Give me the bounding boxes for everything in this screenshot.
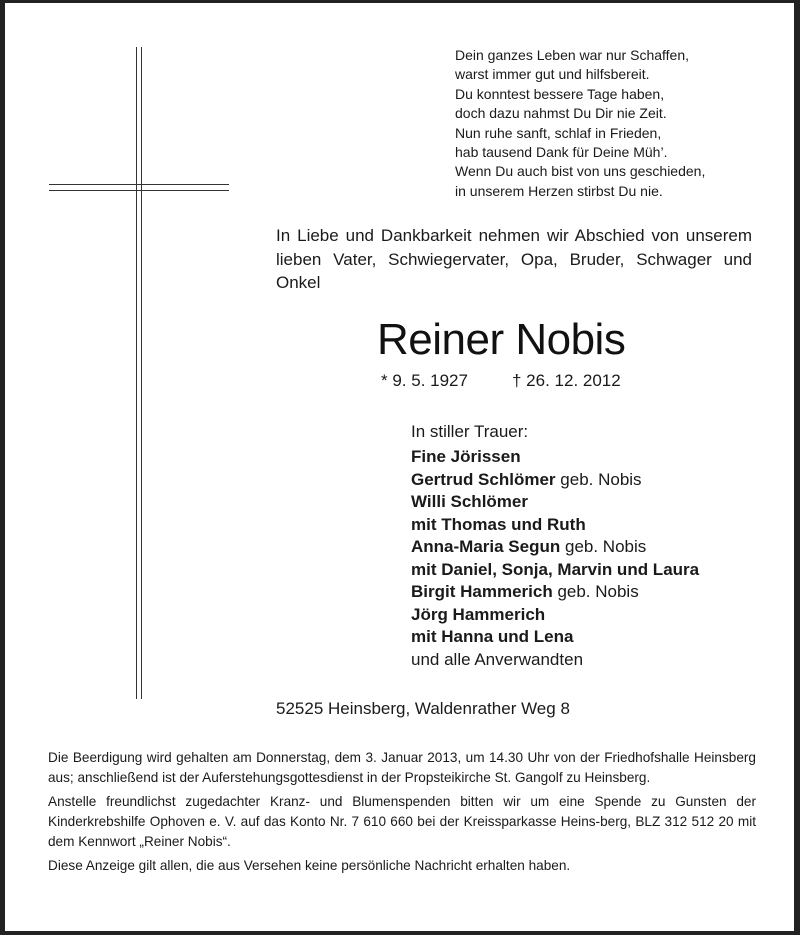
closing-note: Diese Anzeige gilt allen, die aus Versehen keine persönliche Nachricht erhalten haben. bbox=[48, 858, 571, 873]
mourner-note: geb. Nobis bbox=[560, 469, 642, 489]
mourner-note: geb. Nobis bbox=[557, 582, 639, 601]
poem-line: Wenn Du auch bist von uns geschieden, bbox=[455, 163, 706, 180]
mourner-name: Gertrud Schlömer bbox=[411, 469, 556, 489]
funeral-details: Die Beerdigung wird gehalten am Donnerstag, dem 3. Januar 2013, um 14.30 Uhr von der Friedhofshalle Heinsberg aus; anschließend ist der Auferstehungsgottesdienst in der Propsteikirche St. Gangolf zu Heinsberg. bbox=[48, 750, 756, 785]
cross-horizontal-line bbox=[49, 184, 229, 185]
birth-date: * 9. 5. 1927 bbox=[381, 371, 468, 390]
family-address: 52525 Heinsberg, Waldenrather Weg 8 bbox=[276, 699, 570, 718]
mourner-entry bbox=[411, 559, 699, 582]
death-date: † 26. 12. 2012 bbox=[512, 371, 621, 390]
mourner-entry bbox=[411, 626, 699, 649]
mourners-list bbox=[411, 446, 699, 671]
mourner-entry bbox=[411, 469, 699, 492]
relatives-line: und alle Anverwandten bbox=[411, 649, 584, 669]
mourner-note: geb. Nobis bbox=[564, 537, 647, 556]
mourner-name: mit Daniel, Sonja, Marvin und Laura bbox=[411, 559, 700, 579]
poem-line: Dein ganzes Leben war nur Schaffen, bbox=[455, 47, 690, 63]
mourner-entry bbox=[411, 491, 699, 514]
mourner-name: Willi Schlömer bbox=[411, 492, 528, 511]
mourner-name: mit Hanna und Lena bbox=[411, 627, 574, 646]
mourner-entry bbox=[411, 604, 699, 627]
mourner-name: Birgit Hammerich bbox=[411, 582, 553, 601]
mourner-entry bbox=[411, 581, 699, 604]
poem-line: warst immer gut und hilfsbereit. bbox=[455, 66, 650, 83]
mourner-name: Jörg Hammerich bbox=[411, 604, 546, 624]
mourner-entry bbox=[411, 446, 699, 469]
poem-line: Nun ruhe sanft, schlaf in Frieden, bbox=[455, 124, 662, 141]
mourner-name: Anna-Maria Segun bbox=[411, 537, 561, 556]
cross-vertical-line bbox=[136, 47, 137, 699]
cross-horizontal-line bbox=[49, 190, 229, 191]
poem-line: in unserem Herzen stirbst Du nie. bbox=[455, 182, 663, 199]
mourning-label: In stiller Trauer: bbox=[411, 422, 529, 441]
poem-line: Du konntest bessere Tage haben, bbox=[455, 85, 665, 102]
farewell-intro: In Liebe und Dankbarkeit nehmen wir Abschied von unserem lieben Vater, Schwiegervater, Opa, Bruder, Schwager und Onkel bbox=[276, 226, 752, 292]
poem-line: hab tausend Dank für Deine Müh’. bbox=[455, 144, 668, 161]
deceased-name: Reiner Nobis bbox=[377, 315, 626, 364]
poem-line: doch dazu nahmst Du Dir nie Zeit. bbox=[455, 105, 667, 122]
mourner-entry bbox=[411, 514, 699, 537]
mourner-name: Fine Jörissen bbox=[411, 447, 521, 466]
poem bbox=[455, 46, 705, 201]
mourner-entry bbox=[411, 536, 699, 559]
mourner-name: mit Thomas und Ruth bbox=[411, 514, 586, 534]
notice-footer bbox=[48, 748, 756, 880]
cross-vertical-line bbox=[141, 47, 142, 699]
donation-request: Anstelle freundlichst zugedachter Kranz- und Blumenspenden bitten wir um eine Spende zu Gunsten der Kinderkrebshilfe Ophoven e. V. auf das Konto Nr. 7 610 660 bei der Kreissparkasse Heins-berg, BLZ 312 512 20 mit dem Kennwort „Reiner Nobis“. bbox=[48, 794, 756, 849]
